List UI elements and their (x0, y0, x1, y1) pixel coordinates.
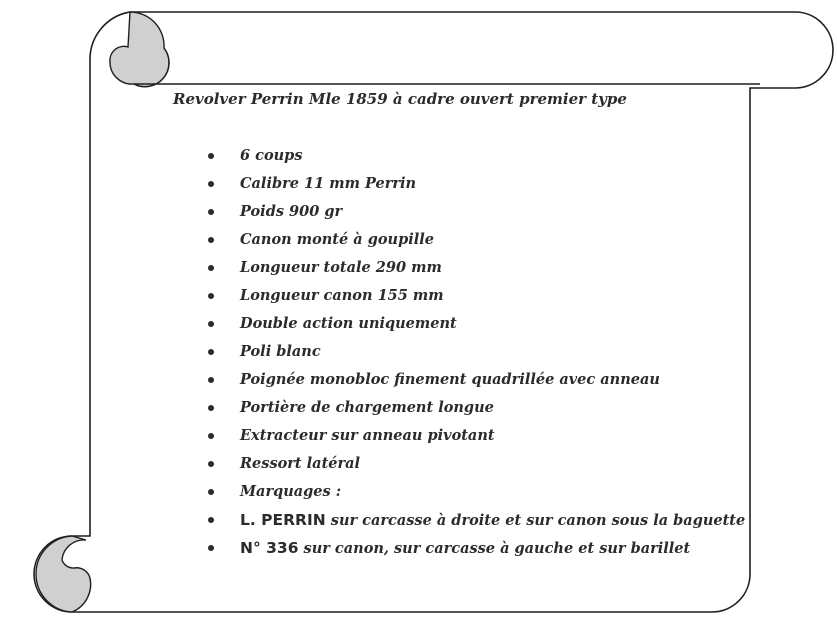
bullet-icon (208, 349, 214, 355)
marking-stamp: N° 336 (240, 539, 299, 557)
bullet-icon (208, 209, 214, 215)
spec-text: Poignée monobloc finement quadrillée avec anneau (240, 371, 660, 388)
spec-text: Double action uniquement (240, 315, 457, 332)
spec-text: sur carcasse à droite et sur canon sous la baguette (325, 512, 746, 529)
spec-text: Marquages : (240, 483, 342, 500)
spec-item-grip (205, 368, 745, 396)
bullet-icon (208, 433, 214, 439)
spec-text: Longueur totale 290 mm (240, 259, 442, 276)
bullet-icon (208, 489, 214, 495)
spec-item-barrel-length (205, 284, 745, 312)
spec-item-action (205, 312, 745, 340)
spec-text: Portière de chargement longue (240, 399, 494, 416)
spec-item-loading-gate (205, 396, 745, 424)
spec-item-finish (205, 340, 745, 368)
spec-text: Extracteur sur anneau pivotant (240, 427, 495, 444)
bullet-icon (208, 377, 214, 383)
bullet-icon (208, 461, 214, 467)
spec-item-weight (205, 200, 745, 228)
bullet-icon (208, 293, 214, 299)
spec-item-caliber (205, 172, 745, 200)
spec-item-spring (205, 452, 745, 480)
spec-item-marking-name (205, 508, 745, 536)
specification-list (205, 144, 745, 564)
bullet-icon (208, 545, 214, 551)
bullet-icon (208, 181, 214, 187)
spec-item-extractor (205, 424, 745, 452)
spec-text: Poids 900 gr (240, 203, 343, 220)
spec-text: Ressort latéral (240, 455, 361, 472)
bullet-icon (208, 321, 214, 327)
spec-text: Poli blanc (240, 343, 321, 360)
bullet-icon (208, 405, 214, 411)
spec-item-markings (205, 480, 745, 508)
marking-stamp: L. PERRIN (240, 511, 326, 529)
spec-item-shots (205, 144, 745, 172)
spec-text: sur canon, sur carcasse à gauche et sur barillet (298, 540, 691, 557)
spec-item-barrel-mount (205, 228, 745, 256)
spec-text: 6 coups (240, 147, 303, 164)
bullet-icon (208, 265, 214, 271)
spec-text: Canon monté à goupille (240, 231, 434, 248)
spec-text: Longueur canon 155 mm (240, 287, 444, 304)
spec-text: Calibre 11 mm Perrin (240, 175, 417, 192)
spec-item-total-length (205, 256, 745, 284)
bullet-icon (208, 153, 214, 159)
document-title: Revolver Perrin Mle 1859 à cadre ouvert premier type (173, 90, 627, 108)
bullet-icon (208, 517, 214, 523)
spec-item-marking-number (205, 536, 745, 564)
bullet-icon (208, 237, 214, 243)
